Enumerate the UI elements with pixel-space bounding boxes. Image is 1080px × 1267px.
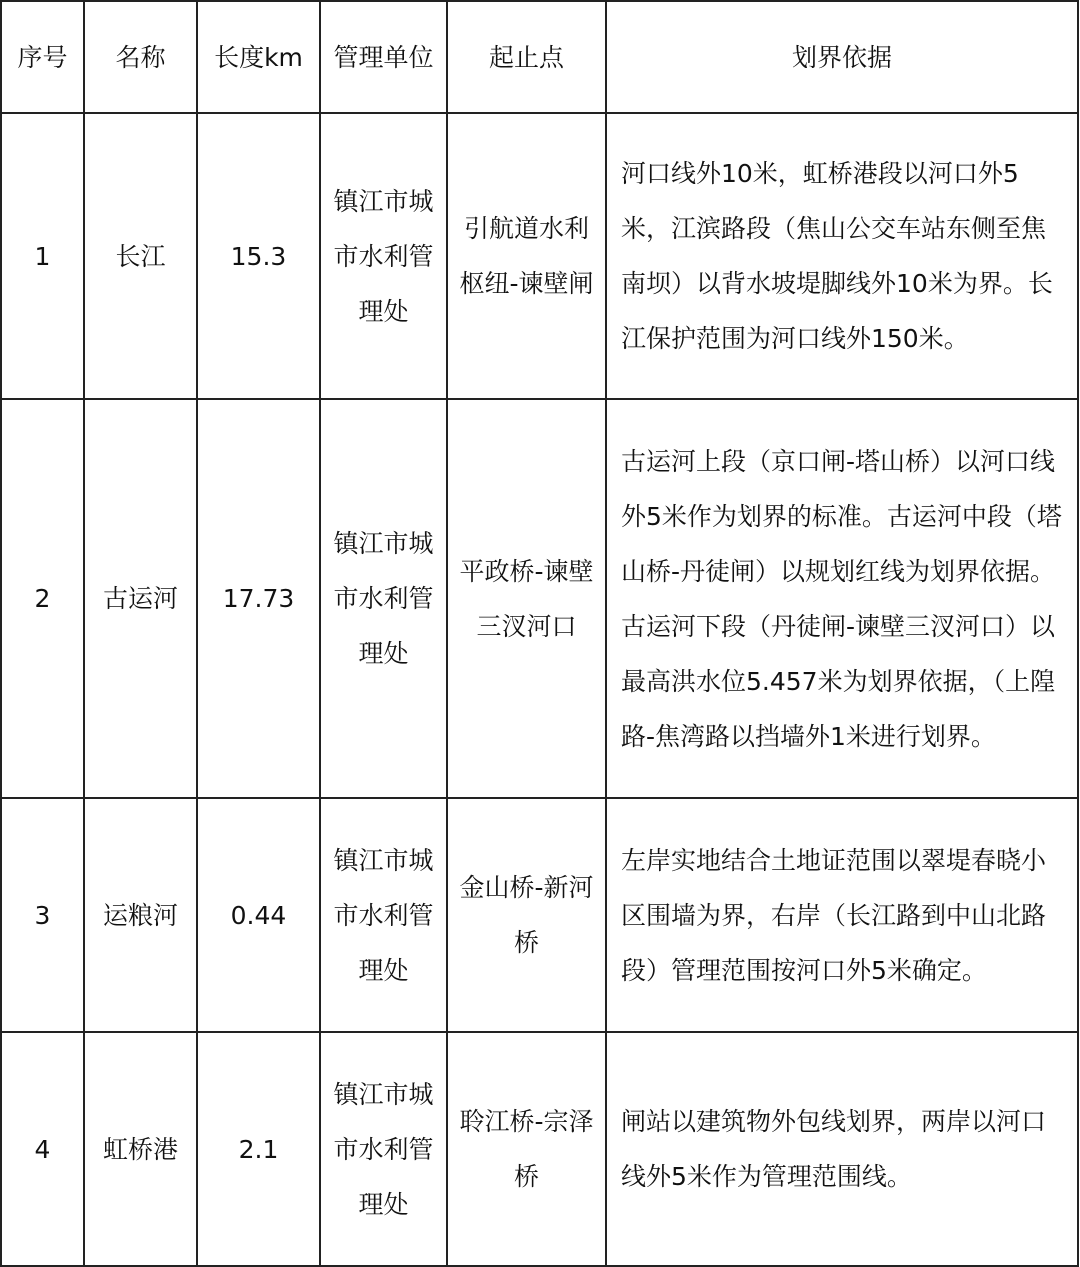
table-row xyxy=(1,399,1078,798)
header-seq: 序号 xyxy=(1,1,84,113)
cell-seq: 2 xyxy=(1,399,84,798)
cell-range: 平政桥-谏壁三汊河口 xyxy=(447,399,606,798)
cell-seq: 4 xyxy=(1,1032,84,1266)
cell-unit: 镇江市城市水利管理处 xyxy=(320,113,447,399)
header-unit: 管理单位 xyxy=(320,1,447,113)
cell-seq: 3 xyxy=(1,798,84,1032)
table-row xyxy=(1,113,1078,399)
cell-unit: 镇江市城市水利管理处 xyxy=(320,1032,447,1266)
cell-unit: 镇江市城市水利管理处 xyxy=(320,798,447,1032)
header-range: 起止点 xyxy=(447,1,606,113)
table-row xyxy=(1,1032,1078,1266)
cell-length: 15.3 xyxy=(197,113,320,399)
cell-length: 0.44 xyxy=(197,798,320,1032)
cell-length: 17.73 xyxy=(197,399,320,798)
cell-range: 聆江桥-宗泽桥 xyxy=(447,1032,606,1266)
cell-name: 运粮河 xyxy=(84,798,197,1032)
cell-range: 金山桥-新河桥 xyxy=(447,798,606,1032)
header-basis: 划界依据 xyxy=(606,1,1078,113)
table-row xyxy=(1,798,1078,1032)
cell-name: 古运河 xyxy=(84,399,197,798)
cell-name: 虹桥港 xyxy=(84,1032,197,1266)
header-length: 长度km xyxy=(197,1,320,113)
cell-basis: 闸站以建筑物外包线划界，两岸以河口线外5米作为管理范围线。 xyxy=(606,1032,1078,1266)
header-row xyxy=(1,1,1078,113)
cell-basis: 河口线外10米，虹桥港段以河口外5米，江滨路段（焦山公交车站东侧至焦南坝）以背水坡堤脚线外10米为界。长江保护范围为河口线外150米。 xyxy=(606,113,1078,399)
cell-range: 引航道水利枢纽-谏壁闸 xyxy=(447,113,606,399)
cell-name: 长江 xyxy=(84,113,197,399)
cell-seq: 1 xyxy=(1,113,84,399)
cell-basis: 左岸实地结合土地证范围以翠堤春晓小区围墙为界，右岸（长江路到中山北路段）管理范围按河口外5米确定。 xyxy=(606,798,1078,1032)
cell-unit: 镇江市城市水利管理处 xyxy=(320,399,447,798)
cell-basis: 古运河上段（京口闸-塔山桥）以河口线外5米作为划界的标准。古运河中段（塔山桥-丹徒闸）以规划红线为划界依据。古运河下段（丹徒闸-谏壁三汊河口）以最高洪水位5.457米为划界依据，（上隍路-焦湾路以挡墙外1米进行划界。 xyxy=(606,399,1078,798)
cell-length: 2.1 xyxy=(197,1032,320,1266)
header-name: 名称 xyxy=(84,1,197,113)
